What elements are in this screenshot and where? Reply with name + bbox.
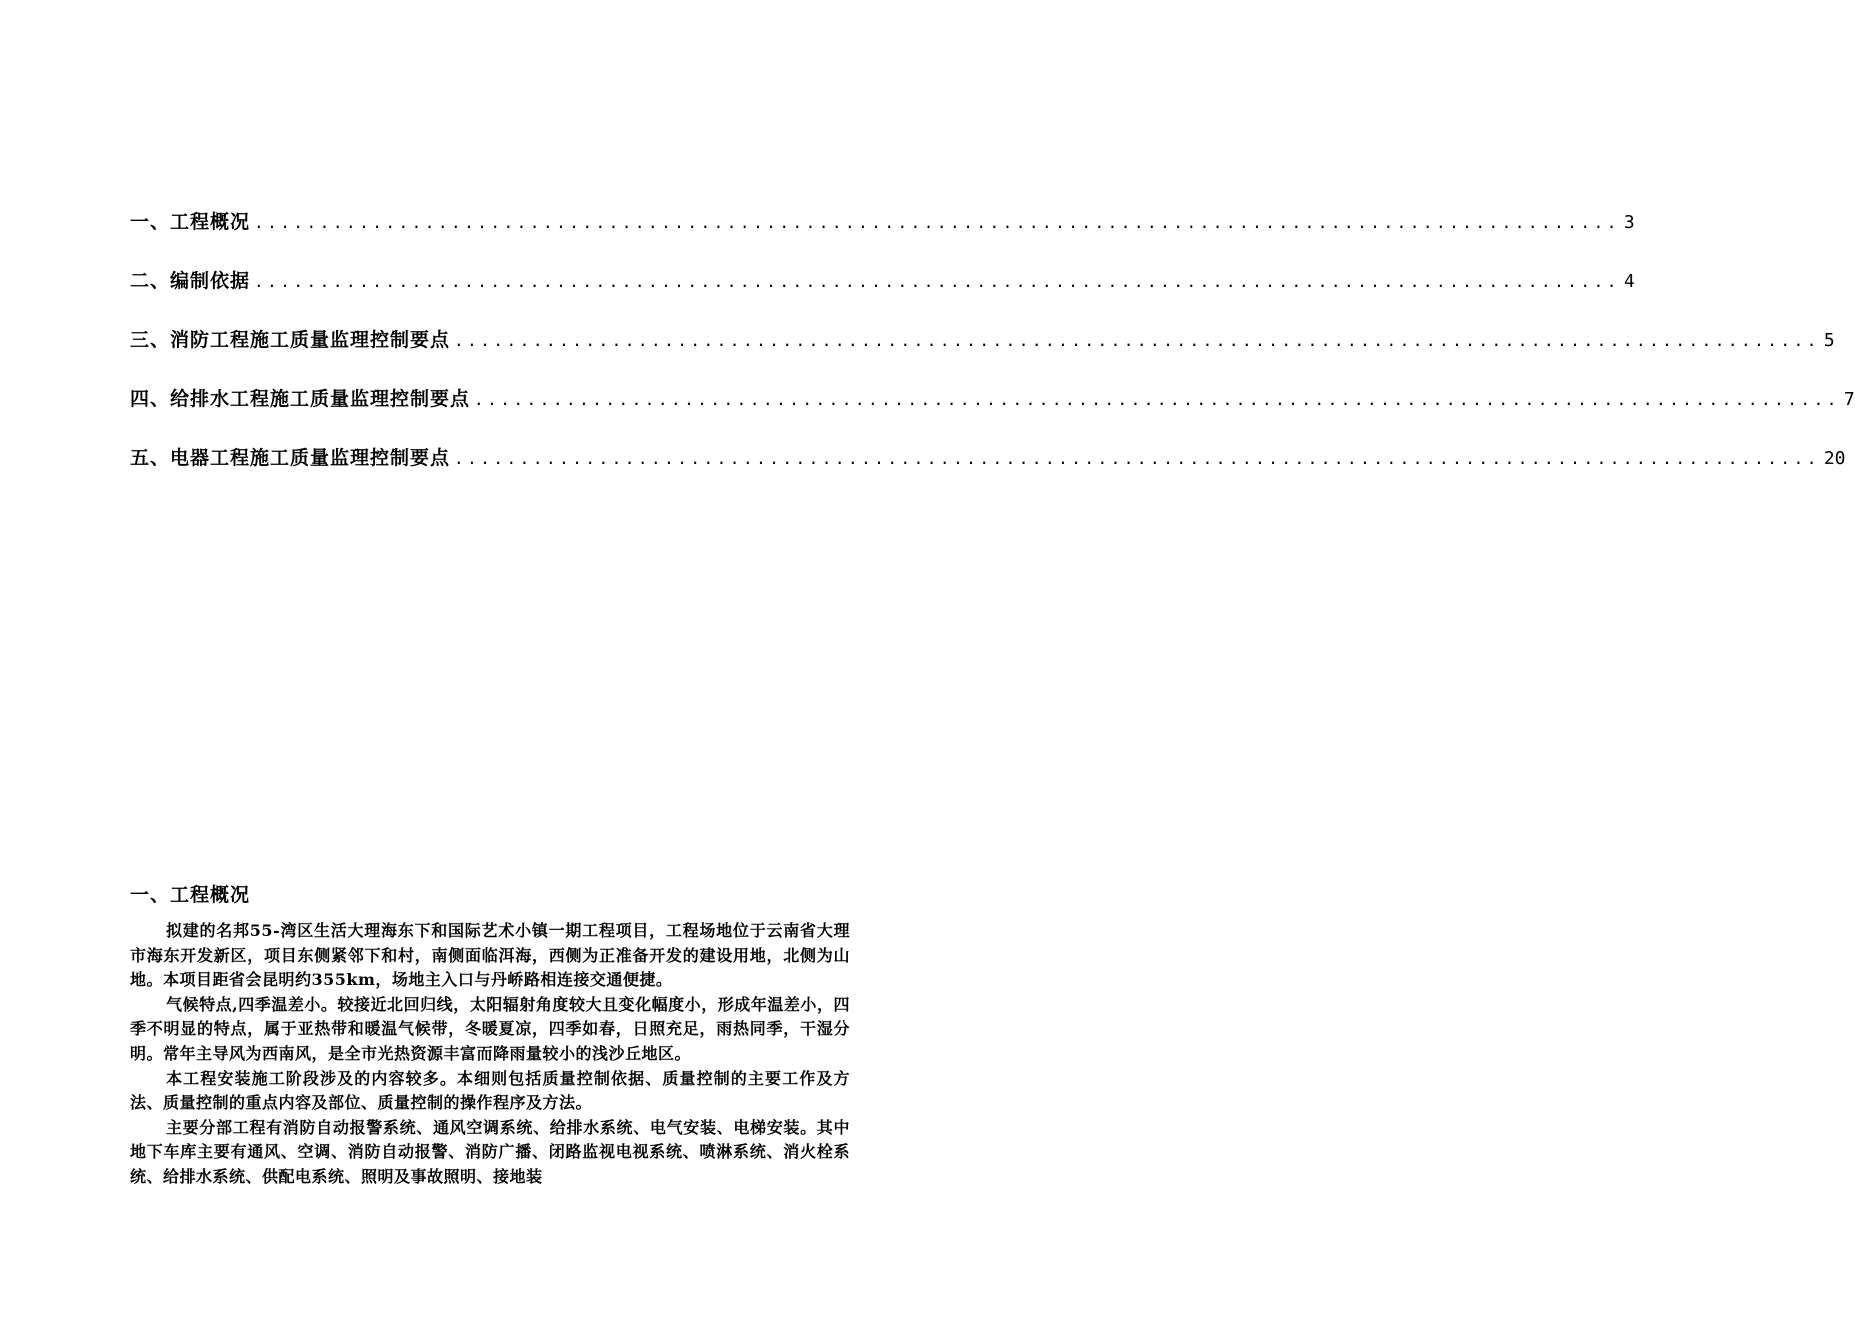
toc-entry-page: 20: [1823, 448, 1846, 469]
toc-entry-page: 5: [1823, 330, 1835, 351]
toc-entry-1[interactable]: [130, 207, 1635, 266]
table-of-contents: [130, 207, 1855, 502]
paragraph-subprojects: 主要分部工程有消防自动报警系统、通风空调系统、给排水系统、电气安装、电梯安装。其中地下车库主要有通风、空调、消防自动报警、消防广播、闭路监视电视系统、喷淋系统、消火栓系统、给排水系统、供配电系统、照明及事故照明、接地装: [130, 1117, 850, 1186]
toc-entry-4[interactable]: [130, 384, 1855, 443]
toc-entry-5[interactable]: [130, 443, 1846, 502]
toc-entry-page: 4: [1623, 271, 1635, 292]
paragraph-climate: 气候特点,四季温差小。较接近北回归线，太阳辐射角度较大且变化幅度小，形成年温差小，四季不明显的特点，属于亚热带和暖温气候带，冬暖夏凉，四季如春，日照充足，雨热同季，干湿分明。常年主导风为西南风，是全市光热资源丰富而降雨量较小的浅沙丘地区。: [130, 994, 850, 1063]
toc-entry-title: 三、消防工程施工质量监理控制要点: [130, 329, 451, 351]
toc-entry-title: 一、工程概况: [130, 211, 251, 233]
paragraph-project-location: 拟建的名邦55-湾区生活大理海东下和国际艺术小镇一期工程项目，工程场地位于云南省大理市海东开发新区，项目东侧紧邻下和村，南侧面临洱海，西侧为正准备开发的建设用地，北侧为山地。本项目距省会昆明约355km，场地主入口与丹峤路相连接交通便捷。: [130, 921, 850, 990]
toc-dot-leader: ........................................................................................................: [454, 449, 1820, 468]
toc-dot-leader: ........................................................................................................: [454, 331, 1820, 350]
toc-entry-title: 四、给排水工程施工质量监理控制要点: [130, 388, 471, 410]
toc-entry-2[interactable]: [130, 266, 1635, 325]
toc-entry-page: 7: [1843, 389, 1855, 410]
toc-dot-leader: ........................................................................................................: [254, 272, 1620, 291]
paragraph-scope: 本工程安装施工阶段涉及的内容较多。本细则包括质量控制依据、质量控制的主要工作及方法、质量控制的重点内容及部位、质量控制的操作程序及方法。: [130, 1068, 850, 1113]
toc-entry-3[interactable]: [130, 325, 1835, 384]
section-project-overview: [130, 880, 850, 1190]
toc-dot-leader: ........................................................................................................: [474, 390, 1840, 409]
toc-entry-page: 3: [1623, 212, 1635, 233]
section-heading: 一、工程概况: [130, 884, 251, 906]
toc-entry-title: 二、编制依据: [130, 270, 251, 292]
toc-dot-leader: ........................................................................................................: [254, 213, 1620, 232]
toc-entry-title: 五、电器工程施工质量监理控制要点: [130, 447, 451, 469]
